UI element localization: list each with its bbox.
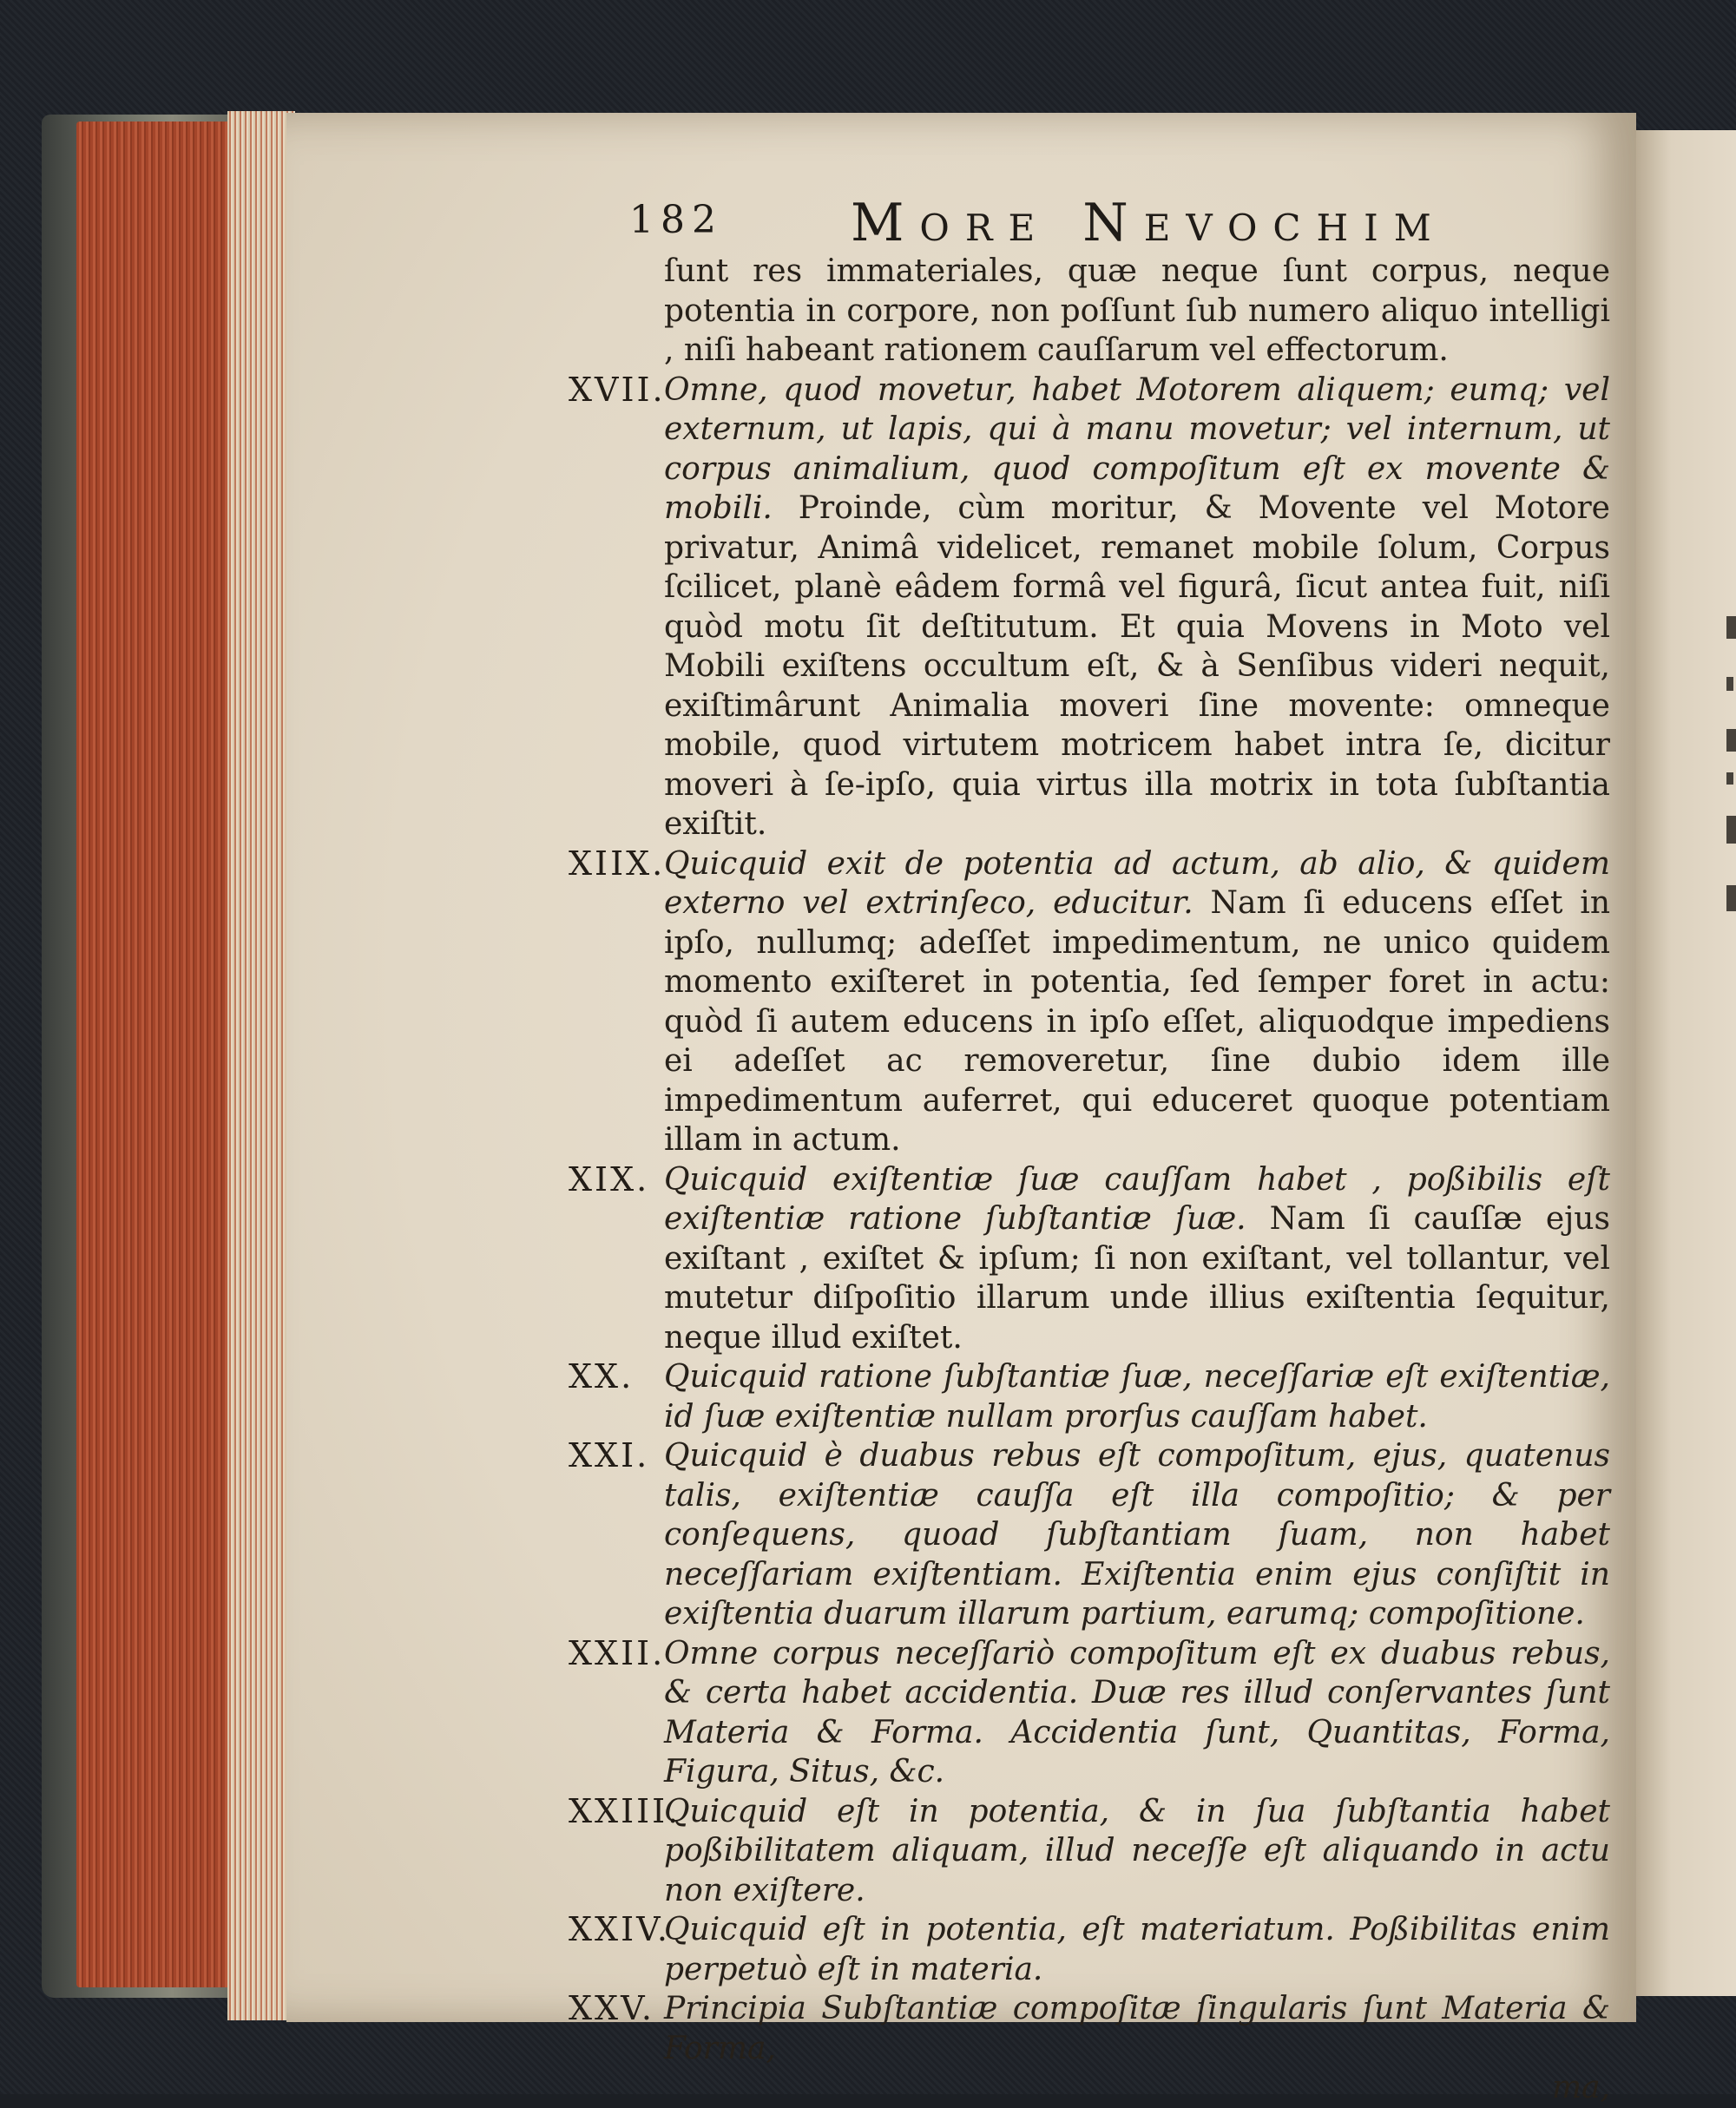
proposition-statement: Quicquid eſt in potentia, & in ſua ſubſtantia habet poßibilitatem aliquam, illud neceſſe eſt aliquando in actu non exiſtere. — [664, 1793, 1610, 1908]
facing-page-letter — [1726, 729, 1736, 752]
page-header — [629, 193, 1601, 253]
proposition-numeral: XXIV. — [569, 1910, 670, 1948]
proposition-body — [664, 844, 1610, 1160]
proposition-17 — [569, 370, 1610, 844]
proposition-statement: Quicquid exiſtentiæ ſuæ cauſſam habet , poßibilis eſt exiſtentiæ ratione ſubſtantiæ ſuæ. — [664, 1161, 1610, 1237]
proposition-20 — [569, 1357, 1610, 1436]
proposition-statement: Quicquid exit de potentia ad actum, ab alio, & quidem externo vel extrinſeco, educitur. — [664, 845, 1610, 921]
proposition-numeral: XXII. — [569, 1633, 666, 1672]
proposition-numeral: XIX. — [569, 1159, 650, 1198]
facing-page — [1636, 130, 1736, 1996]
proposition-statement: Omne corpus neceſſariò compoſitum eſt ex duabus rebus, & certa habet accidentia. Duæ res illud conſervantes ſunt Materia & Forma. Accidentia ſunt, Quantitas, Forma, Figura, Situs, &c. — [664, 1635, 1610, 1790]
proposition-25 — [569, 1989, 1610, 2068]
proposition-numeral: XXI. — [569, 1436, 650, 1474]
proposition-explanation: Nam ſi cauſſæ ejus exiſtant , exiſtet & ipſum; ſi non exiſtant, vel tollantur, vel mutetur diſpoſitio illarum unde illius exiſtentia ſequitur, neque illud exiſtet. — [664, 1201, 1610, 1356]
proposition-body — [664, 371, 1610, 844]
facing-page-letter — [1726, 885, 1736, 911]
proposition-statement: Omne, quod movetur, habet Motorem aliquem; eumq; vel externum, ut lapis, qui à manu movetur; vel internum, ut corpus animalium, quod compoſitum eſt ex movente & mobili. — [664, 371, 1610, 526]
proposition-18 — [569, 844, 1611, 1160]
proposition-23 — [569, 1791, 1610, 1911]
proposition-body — [664, 1160, 1610, 1358]
running-title: More Nevochim — [851, 193, 1447, 253]
proposition-statement: Quicquid ratione ſubſtantiæ ſuæ, neceſſariæ eſt exiſtentiæ, id ſuæ exiſtentiæ nullam prorſus cauſſam habet. — [664, 1359, 1610, 1435]
proposition-explanation: Proinde, cùm moritur, & Movente vel Motore privatur, Animâ videlicet, remanet mobile ſolum, Corpus ſcilicet, planè eâdem formâ vel figurâ, ſicut antea fuit, niſi quòd motu ſit deſtitutum. Et quia Movens in Moto vel Mobili exiſtens occultum eſt, & à Senſibus videri nequit, exiſtimârunt Animalia moveri ſine movente: omneque mobile, quod virtutem motricem habet intra ſe, dicitur moveri à ſe-ipſo, quia virtus illa motrix in tota ſubſtantia exiſtit. — [664, 490, 1610, 842]
proposition-explanation: Nam ſi educens eſſet in ipſo, nullumq; adeſſet impedimentum, ne unico quidem momento exiſteret in potentia, ſed ſemper foret in actu: quòd ſi autem educens in ipſo eſſet, aliquodque impediens ei adeſſet ac removeretur, ſine dubio idem ille impedimentum auferret, qui educeret quoque potentiam illam in actum. — [664, 885, 1611, 1158]
page-text — [569, 252, 1611, 2108]
page-number: 182 — [629, 198, 723, 242]
page-edge-strip — [227, 111, 295, 2020]
proposition-numeral: XIIX. — [569, 844, 666, 883]
proposition-numeral: XXIII. — [569, 1791, 681, 1830]
proposition-19 — [569, 1159, 1610, 1358]
proposition-numeral: XX. — [569, 1357, 635, 1395]
proposition-numeral: XXV. — [569, 1989, 654, 2027]
proposition-statement: Quicquid eſt in potentia, eſt materiatum. Poßibilitas enim perpetuò eſt in materia. — [664, 1912, 1610, 1987]
facing-page-letter — [1726, 677, 1733, 691]
proposition-22 — [569, 1633, 1610, 1792]
proposition-21 — [569, 1436, 1610, 1634]
proposition-24 — [569, 1910, 1610, 1989]
proposition-statement: Principia Subſtantiæ compoſitæ ſingularis ſunt Materia & Forma, — [664, 1991, 1610, 2066]
facing-page-letter — [1726, 816, 1736, 844]
facing-page-letter — [1726, 616, 1736, 639]
facing-page-letter — [1726, 772, 1733, 785]
continuation-paragraph: ſunt res immateriales, quæ neque ſunt corpus, neque potentia in corpore, non poſſunt ſub numero aliquo intelligi , niſi habeant rationem cauſſarum vel effectorum. — [664, 253, 1610, 368]
proposition-numeral: XVII. — [569, 370, 666, 409]
catchword: ma, — [1551, 2070, 1610, 2105]
proposition-statement: Quicquid è duabus rebus eſt compoſitum, ejus, quatenus talis, exiſtentiæ cauſſa eſt illa compoſitio; & per conſequens, quoad ſubſtantiam ſuam, non habet neceſſariam exiſtentiam. Exiſtentia enim ejus conſiſtit in exiſtentia duarum illarum partium, earumq; compoſitione. — [664, 1438, 1610, 1632]
